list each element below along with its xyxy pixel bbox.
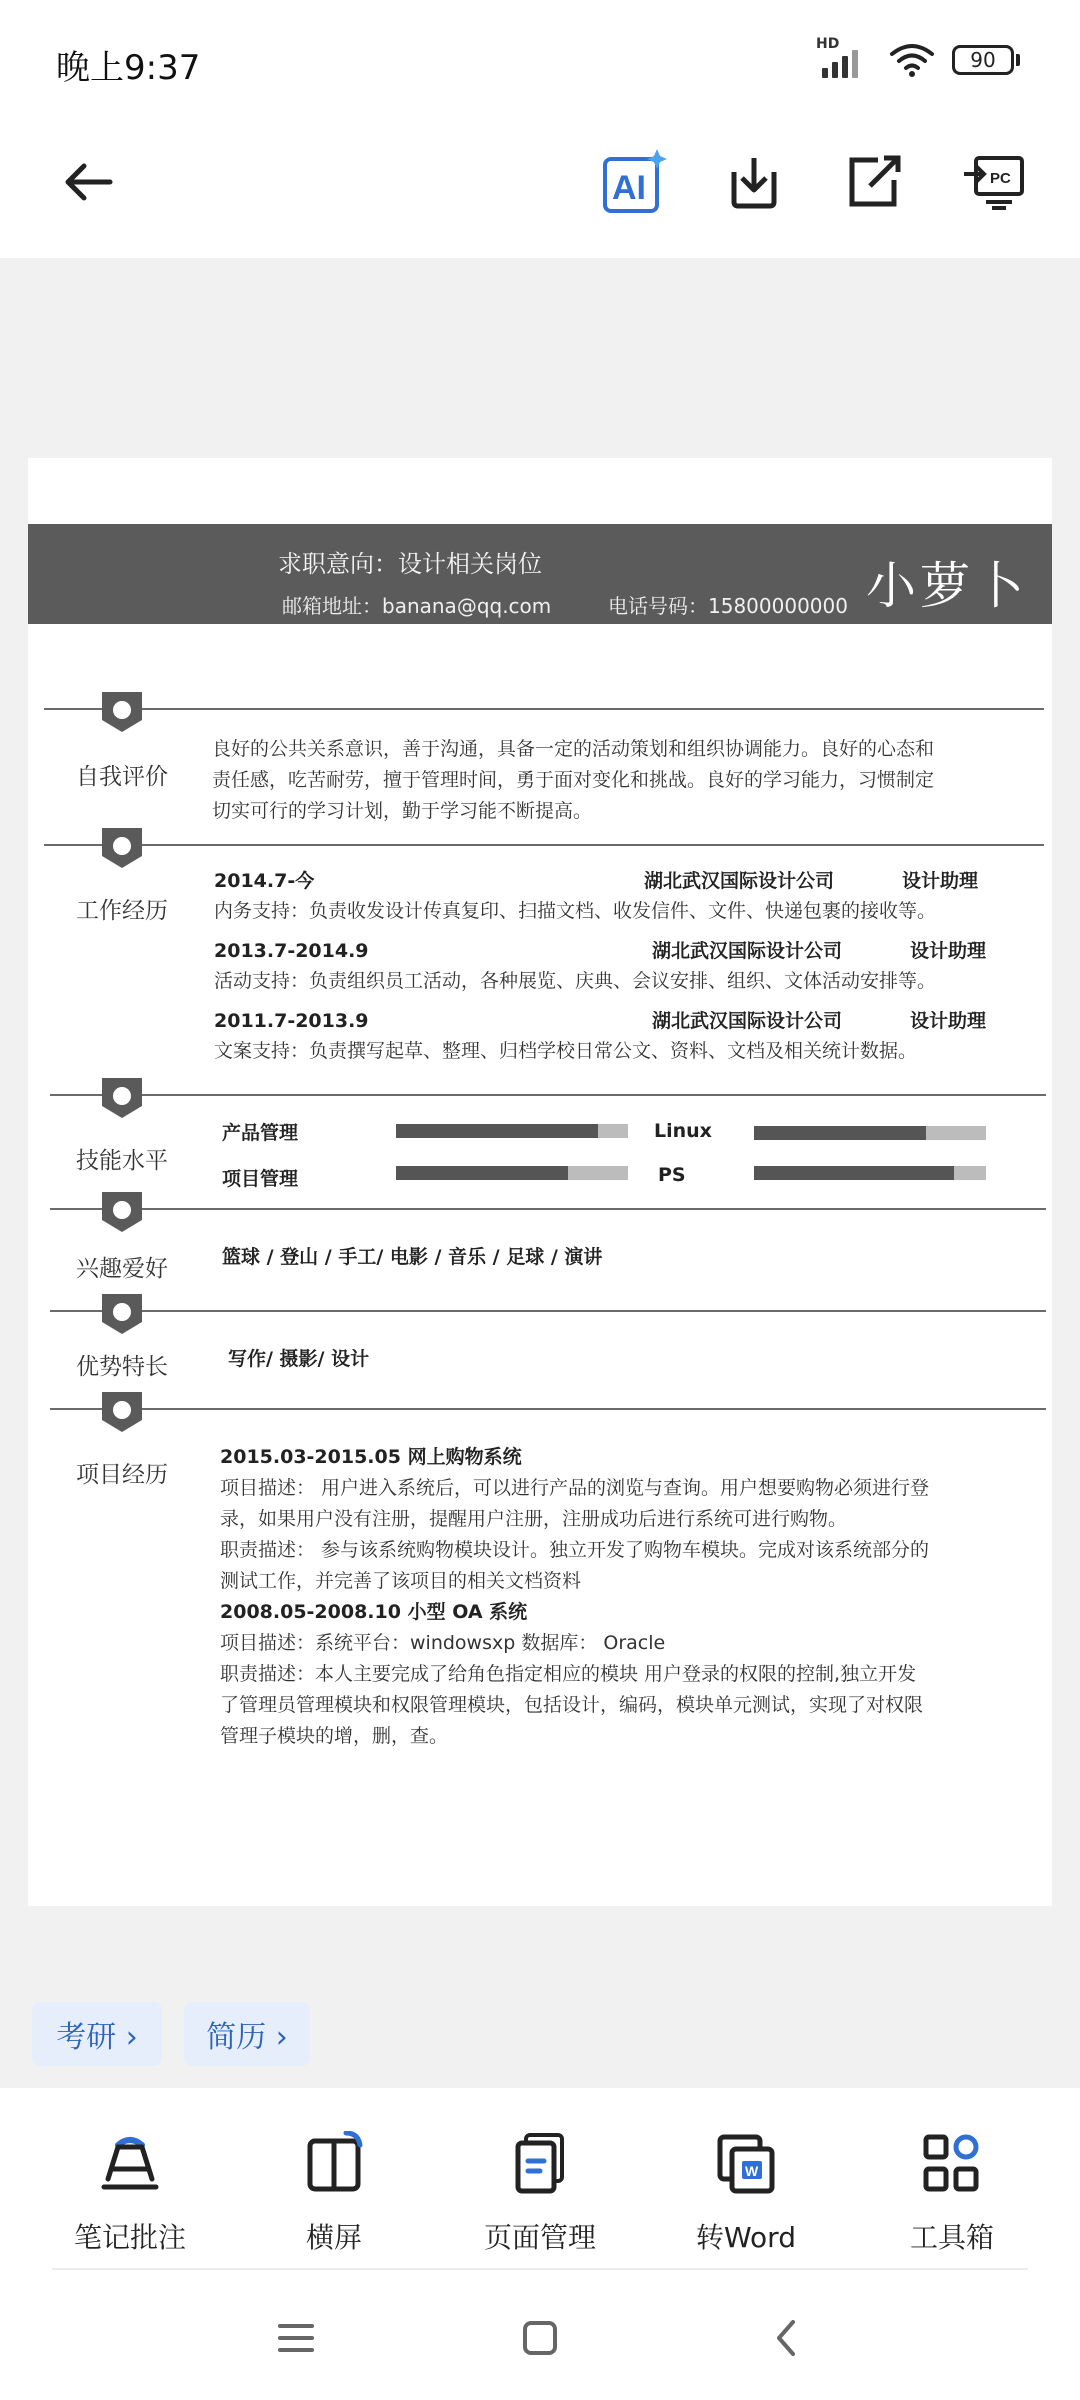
section-title-skills: 技能水平	[76, 1148, 168, 1174]
work-role: 设计助理	[910, 940, 987, 962]
tag-resume[interactable]: 简历 ›	[184, 2002, 310, 2066]
strengths-text: 写作/ 摄影/ 设计	[228, 1348, 370, 1370]
tool-label: 转Word	[696, 2221, 796, 2254]
tool-label: 页面管理	[483, 2221, 596, 2254]
tool-landscape[interactable]	[234, 2128, 434, 2268]
download-button[interactable]	[714, 142, 794, 222]
download-icon	[724, 152, 784, 212]
to-word-icon	[714, 2131, 778, 2195]
tool-label: 工具箱	[909, 2221, 994, 2254]
tool-annotate[interactable]	[30, 2128, 230, 2268]
work-desc: 文案支持：负责撰写起草、整理、归档学校日常公文、资料、文档及相关统计数据。	[214, 1040, 918, 1062]
work-period: 2014.7-今	[214, 870, 315, 892]
project-line: 了管理员管理模块和权限管理模块，包括设计，编码，模块单元测试，实现了对权限	[220, 1694, 924, 1716]
skill-bar	[754, 1126, 986, 1140]
project-line: 测试工作，并完善了该项目的相关文档资料	[220, 1570, 582, 1592]
skill-bar	[754, 1166, 986, 1180]
section-divider	[44, 708, 1044, 710]
top-toolbar	[0, 120, 1080, 260]
self-eval-line: 切实可行的学习计划，勤于学习能不断提高。	[212, 800, 593, 822]
phone: 电话号码：15800000000	[608, 594, 848, 618]
back-button[interactable]	[48, 142, 128, 222]
work-company: 湖北武汉国际设计公司	[652, 940, 843, 962]
skill-bar-fill	[754, 1166, 954, 1180]
skill-bar-fill	[754, 1126, 926, 1140]
tool-toolbox[interactable]	[852, 2128, 1052, 2268]
work-role: 设计助理	[910, 1010, 987, 1032]
work-period: 2013.7-2014.9	[214, 940, 369, 962]
section-divider	[50, 1208, 1046, 1210]
project-line: 录，如果用户没有注册，提醒用户注册，注册成功后进行系统可进行购物。	[220, 1508, 848, 1530]
section-badge-icon	[100, 1390, 144, 1434]
job-intent: 求职意向：设计相关岗位	[278, 550, 542, 578]
section-title-hobbies: 兴趣爱好	[76, 1256, 168, 1282]
tool-label: 横屏	[305, 2221, 362, 2254]
work-company: 湖北武汉国际设计公司	[644, 870, 835, 892]
section-badge-icon	[100, 826, 144, 870]
section-badge-icon	[100, 1076, 144, 1120]
bottom-toolbar	[0, 2088, 1080, 2268]
share-icon	[844, 152, 904, 212]
back-nav-button[interactable]	[756, 2308, 816, 2368]
section-badge-icon	[100, 1292, 144, 1336]
project-line: 2015.03-2015.05 网上购物系统	[220, 1446, 522, 1468]
skill-name: 项目管理	[222, 1168, 299, 1190]
section-badge-icon	[100, 1190, 144, 1234]
work-role: 设计助理	[902, 870, 979, 892]
section-divider	[44, 844, 1044, 846]
menu-button[interactable]	[266, 2308, 326, 2368]
skill-bar-fill	[396, 1166, 568, 1180]
work-period: 2011.7-2013.9	[214, 1010, 369, 1032]
work-desc: 活动支持：负责组织员工活动，各种展览、庆典、会议安排、组织、文体活动安排等。	[214, 970, 937, 992]
status-indicators	[816, 36, 1020, 80]
svg-text:W: W	[745, 2163, 759, 2179]
section-badge-icon	[100, 690, 144, 734]
project-line: 项目描述：系统平台：windowsxp 数据库： Oracle	[220, 1632, 666, 1654]
battery-level: 90	[952, 45, 1014, 75]
self-eval-line: 责任感，吃苦耐劳，擅于管理时间，勇于面对变化和挑战。良好的学习能力，习惯制定	[212, 769, 935, 791]
back-arrow-icon	[60, 154, 116, 210]
tool-to-word[interactable]	[646, 2128, 846, 2268]
skill-bar-fill	[396, 1124, 598, 1138]
project-line: 职责描述： 参与该系统购物模块设计。独立开发了购物车模块。完成对该系统部分的	[220, 1539, 930, 1561]
pc-transfer-button[interactable]	[954, 142, 1034, 222]
self-eval-line: 良好的公共关系意识，善于沟通，具备一定的活动策划和组织协调能力。良好的心态和	[212, 738, 935, 760]
resume-page[interactable]	[28, 458, 1052, 1906]
home-icon	[520, 2318, 560, 2358]
network-type: HD	[816, 36, 840, 52]
tag-kaoyan[interactable]: 考研 ›	[32, 2002, 162, 2066]
tool-page-manage[interactable]	[440, 2128, 640, 2268]
section-divider	[50, 1310, 1046, 1312]
project-line: 项目描述： 用户进入系统后，可以进行产品的浏览与查询。用户想要购物必须进行登	[220, 1477, 930, 1499]
project-line: 2008.05-2008.10 小型 OA 系统	[220, 1601, 528, 1623]
svg-text:AI: AI	[612, 169, 646, 207]
home-button[interactable]	[510, 2308, 570, 2368]
section-title-strengths: 优势特长	[76, 1354, 168, 1380]
hobbies-text: 篮球 / 登山 / 手工/ 电影 / 音乐 / 足球 / 演讲	[222, 1246, 603, 1268]
skill-bar	[396, 1166, 628, 1180]
landscape-icon	[302, 2131, 366, 2195]
section-title-projects: 项目经历	[76, 1462, 168, 1488]
menu-icon	[276, 2320, 316, 2356]
project-line: 职责描述：本人主要完成了给角色指定相应的模块 用户登录的权限的控制,独立开发	[220, 1663, 917, 1685]
document-viewer[interactable]	[0, 258, 1080, 2088]
section-title-self-eval: 自我评价	[76, 764, 168, 790]
status-time: 晚上9:37	[56, 48, 201, 88]
section-divider	[50, 1408, 1046, 1410]
signal-icon	[816, 36, 872, 80]
status-bar	[0, 0, 1080, 120]
work-desc: 内务支持：负责收发设计传真复印、扫描文档、收发信件、文件、快递包裹的接收等。	[214, 900, 937, 922]
skill-bar	[396, 1124, 628, 1138]
wifi-icon	[890, 42, 934, 78]
project-line: 管理子模块的增，删，查。	[220, 1725, 449, 1747]
toolbox-icon	[920, 2131, 984, 2195]
ai-icon	[599, 147, 669, 217]
work-company: 湖北武汉国际设计公司	[652, 1010, 843, 1032]
pc-transfer-icon	[962, 152, 1026, 212]
ai-button[interactable]	[594, 142, 674, 222]
annotate-icon	[98, 2131, 162, 2195]
system-navbar	[0, 2270, 1080, 2400]
share-button[interactable]	[834, 142, 914, 222]
skill-name: 产品管理	[222, 1122, 299, 1144]
battery-icon	[952, 45, 1020, 75]
section-divider	[50, 1094, 1046, 1096]
svg-text:PC: PC	[990, 170, 1011, 187]
chevron-left-icon	[771, 2318, 801, 2358]
candidate-name: 小萝卜	[866, 557, 1028, 615]
tool-label: 笔记批注	[73, 2221, 186, 2254]
section-title-work: 工作经历	[76, 898, 168, 924]
resume-header	[28, 524, 1052, 624]
page-manage-icon	[508, 2131, 572, 2195]
skill-name: Linux	[654, 1120, 712, 1142]
skill-name: PS	[658, 1164, 686, 1186]
email: 邮箱地址：banana@qq.com	[282, 594, 552, 618]
